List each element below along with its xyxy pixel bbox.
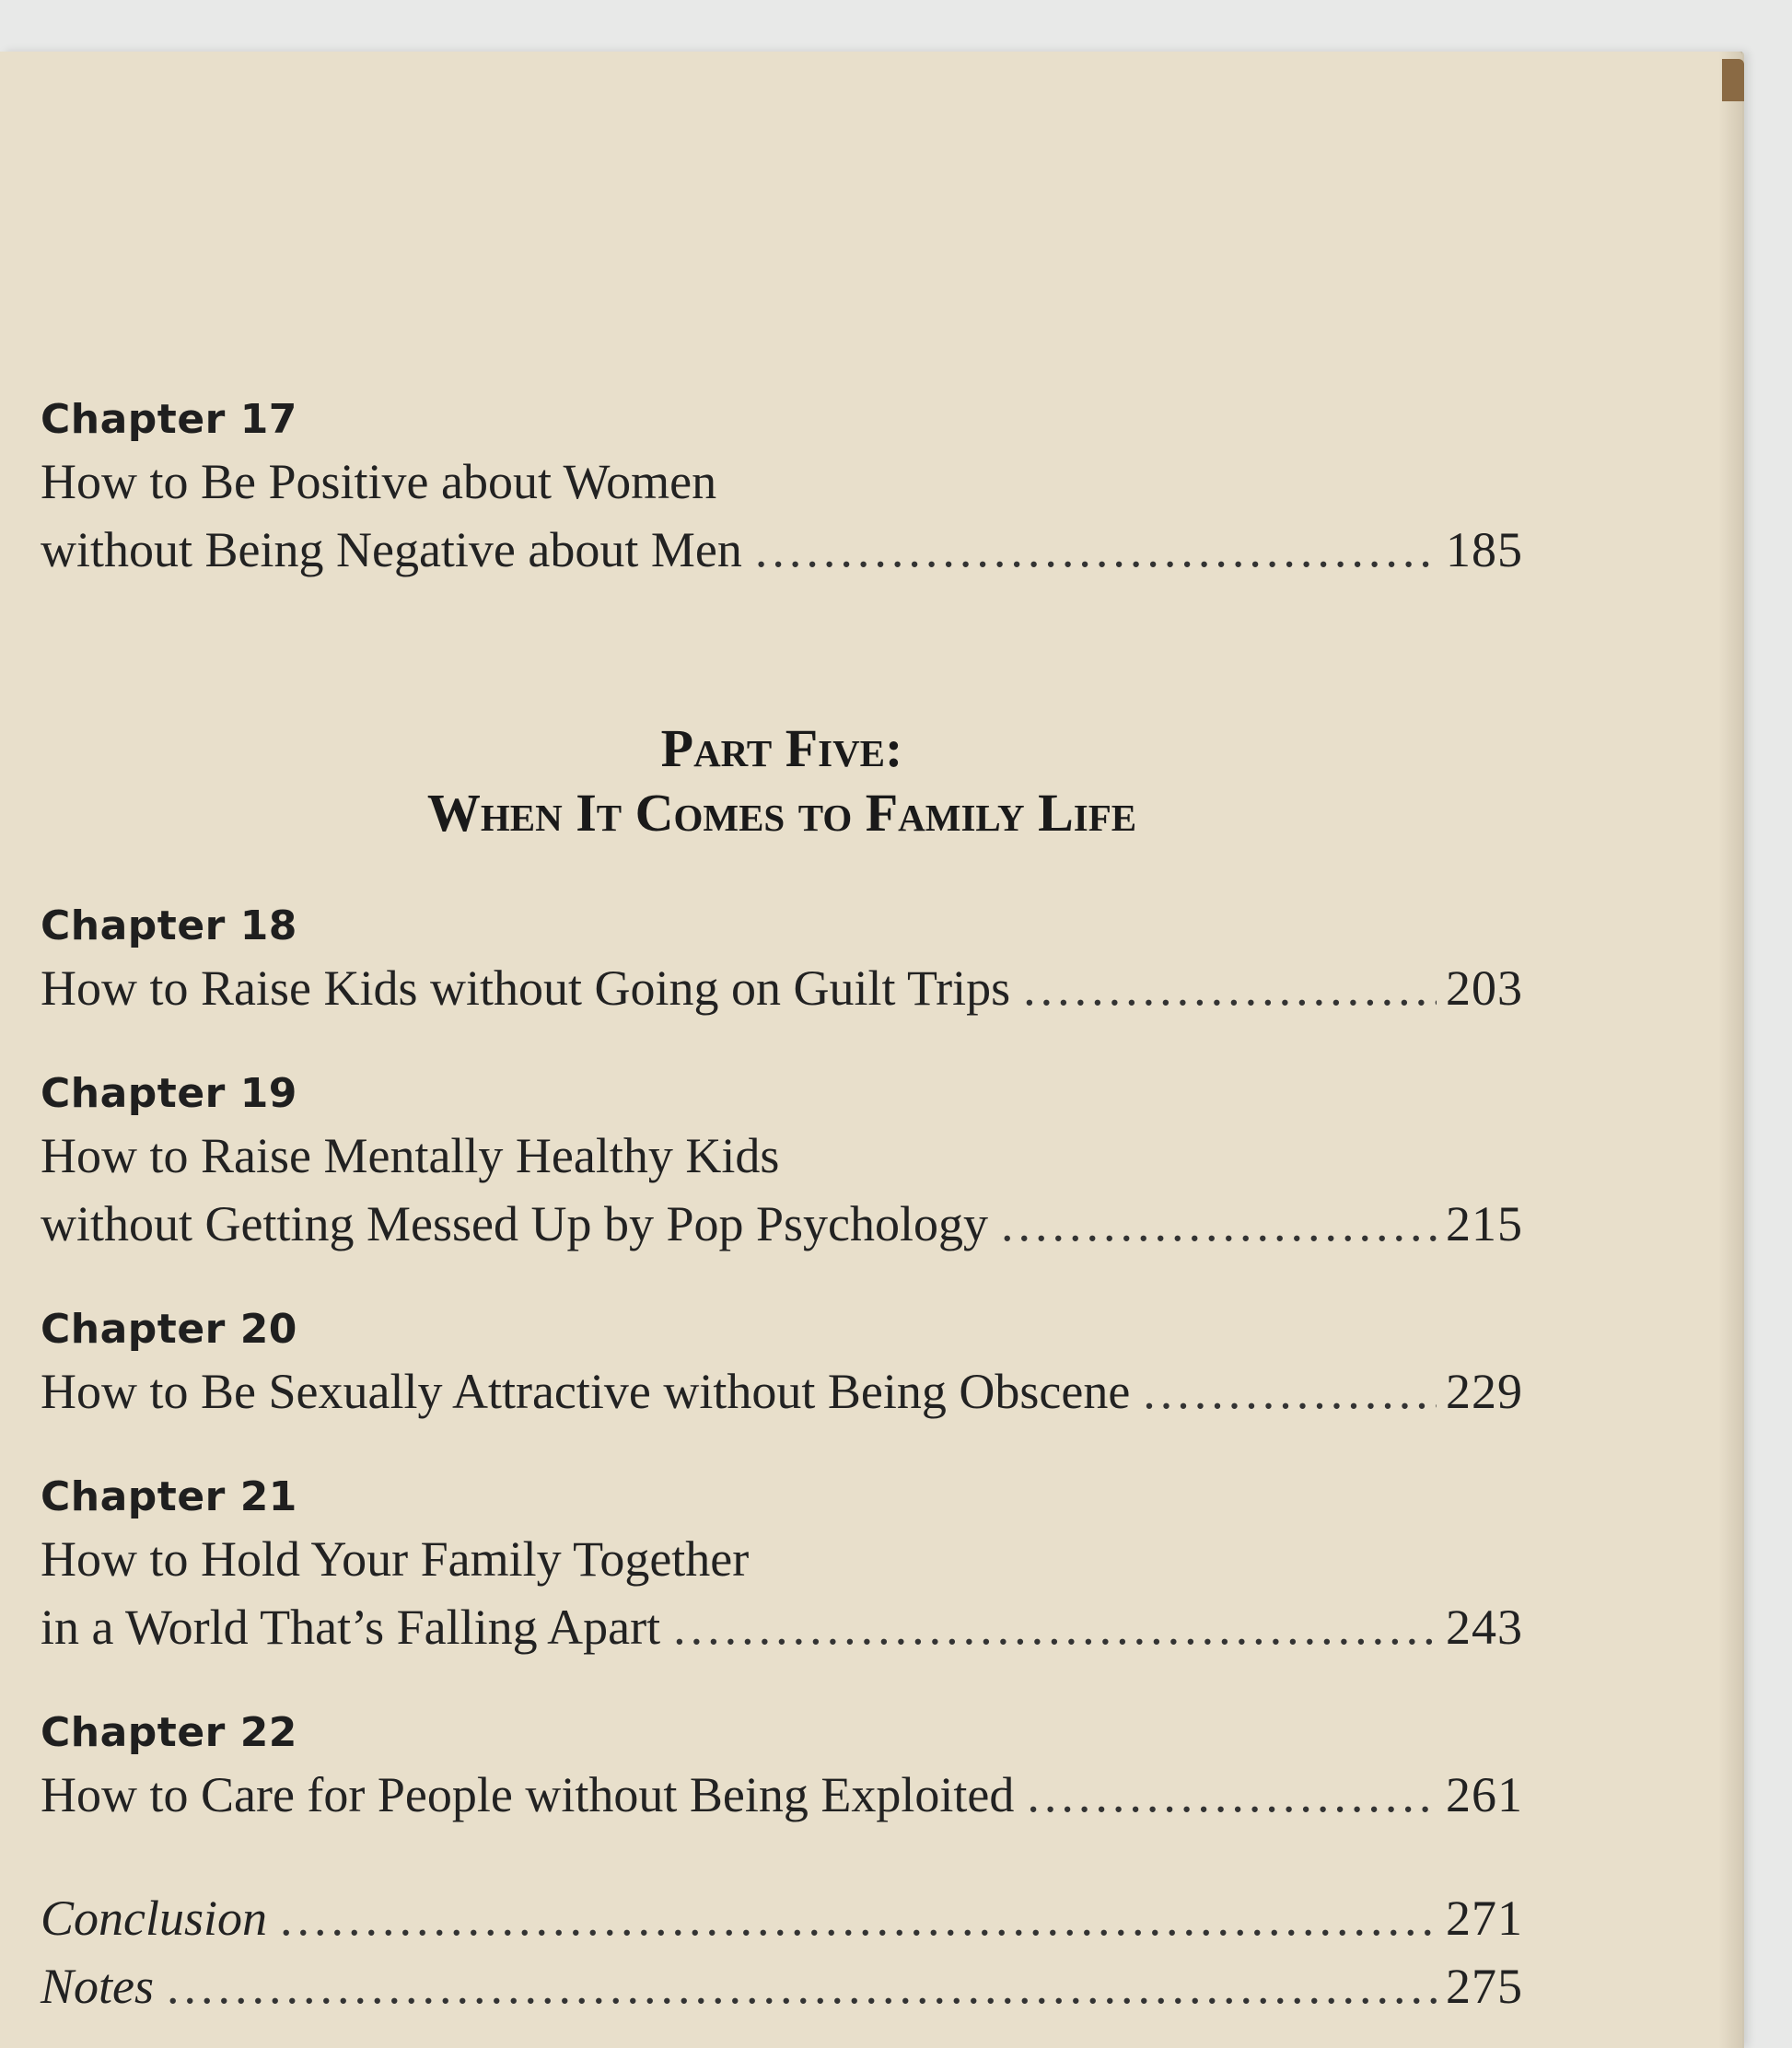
toc-entry-notes [41, 1952, 1523, 2020]
chapter-title-line-with-page [41, 1593, 1523, 1661]
chapter-title-line-with-page [41, 954, 1523, 1022]
chapter-title-line: How to Be Positive about Women [41, 454, 717, 509]
chapter-title-line-with-page [41, 1357, 1523, 1425]
part-title: When It Comes to Family Life [426, 783, 1137, 843]
page-number: 261 [1446, 1767, 1523, 1822]
chapter-label: Chapter 22 [41, 1709, 297, 1756]
chapter-title-line-with-page [41, 516, 1523, 584]
page-corner [1722, 59, 1744, 101]
chapter-title-text: How to Care for People without Being Exploited [41, 1767, 1015, 1822]
page-number: 215 [1446, 1196, 1523, 1251]
chapter-title-text: How to Be Sexually Attractive without Being Obscene [41, 1364, 1131, 1419]
book-page [0, 52, 1742, 2048]
page-number: 185 [1446, 522, 1523, 577]
chapter-title-line-with-page [41, 1761, 1523, 1829]
chapter-title-line: How to Raise Mentally Healthy Kids [41, 1128, 780, 1183]
dot-leader [1027, 1761, 1437, 1829]
back-matter-title: Conclusion [41, 1891, 268, 1946]
part-number: Part Five: [660, 718, 903, 778]
toc-entry-conclusion [41, 1884, 1523, 1952]
part-heading [41, 716, 1523, 845]
toc-entry-chapter-20 [41, 1302, 1523, 1425]
chapter-title-text: in a World That’s Falling Apart [41, 1600, 661, 1655]
chapter-label: Chapter 20 [41, 1306, 297, 1353]
chapter-label: Chapter 17 [41, 396, 297, 443]
toc-entry-chapter-18 [41, 899, 1523, 1022]
chapter-title-line-with-page [41, 1190, 1523, 1258]
dot-leader [673, 1593, 1437, 1661]
chapter-title-line: How to Hold Your Family Together [41, 1531, 750, 1587]
back-matter-line [41, 1884, 1523, 1952]
dot-leader [755, 516, 1437, 584]
toc-entry-chapter-17 [41, 392, 1523, 584]
back-matter-title: Notes [41, 1959, 155, 2014]
page-number: 271 [1446, 1891, 1523, 1946]
toc-entry-chapter-21 [41, 1470, 1523, 1661]
chapter-title-text: without Getting Messed Up by Pop Psychology [41, 1196, 989, 1251]
back-matter-line [41, 1952, 1523, 2020]
chapter-title-text: How to Raise Kids without Going on Guilt Trips [41, 960, 1011, 1016]
chapter-label: Chapter 21 [41, 1473, 297, 1520]
toc-entry-chapter-22 [41, 1705, 1523, 1829]
chapter-label: Chapter 18 [41, 902, 297, 949]
dot-leader [280, 1884, 1437, 1952]
dot-leader [1143, 1357, 1437, 1425]
page-number: 243 [1446, 1600, 1523, 1655]
dot-leader [167, 1952, 1437, 2020]
page-edge-shadow [1718, 52, 1742, 2048]
page-number: 275 [1446, 1959, 1523, 2014]
chapter-label: Chapter 19 [41, 1070, 297, 1117]
page-number: 229 [1446, 1364, 1523, 1419]
toc-entry-chapter-19 [41, 1066, 1523, 1258]
dot-leader [1001, 1190, 1437, 1258]
dot-leader [1023, 954, 1437, 1022]
page-number: 203 [1446, 960, 1523, 1016]
chapter-title-text: without Being Negative about Men [41, 522, 742, 577]
